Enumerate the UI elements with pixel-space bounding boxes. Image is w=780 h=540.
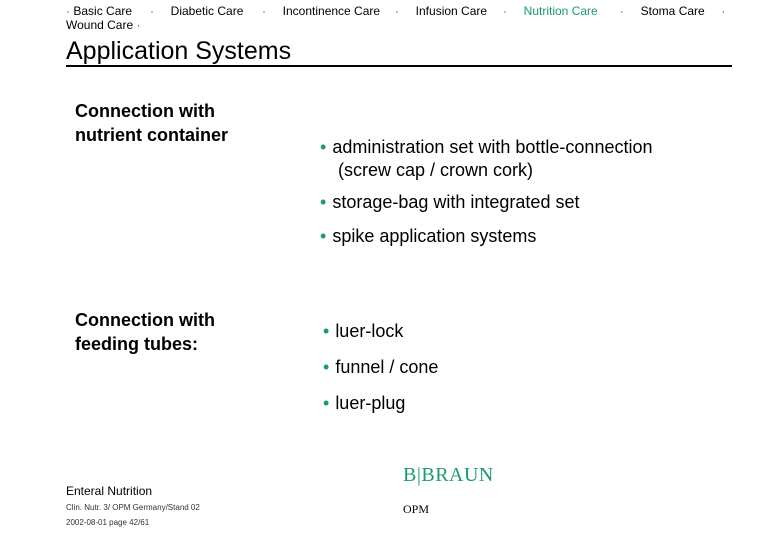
bullet-item xyxy=(320,136,652,182)
slide-title: Application Systems xyxy=(66,37,292,65)
footer-date-page: 2002-08-01 page 42/61 xyxy=(66,518,150,527)
nav-item-stoma-care[interactable] xyxy=(620,4,725,18)
footer-doc-ref: Clin. Nutr. 3/ OPM Germany/Stand 02 xyxy=(66,503,200,512)
bullet-text: funnel / cone xyxy=(335,357,439,377)
bullet-item xyxy=(320,191,579,214)
bullet-text: spike application systems xyxy=(332,226,537,246)
bullet-item xyxy=(323,392,405,415)
nav-item-basic-care[interactable] xyxy=(66,4,132,18)
bullet-glyph: • xyxy=(323,393,330,413)
section-label-line: nutrient container xyxy=(75,125,229,145)
bullet-glyph: • xyxy=(323,321,330,341)
nav-separator: · xyxy=(503,4,507,18)
bullet-text: storage-bag with integrated set xyxy=(332,192,580,212)
nav-item-diabetic-care[interactable] xyxy=(150,4,243,18)
nav-separator: · xyxy=(721,4,726,18)
nav-item-infusion-care[interactable] xyxy=(395,4,487,18)
footer-subtitle: Enteral Nutrition xyxy=(66,484,153,498)
nav-separator: · xyxy=(136,18,141,32)
nav-label: Infusion Care xyxy=(415,4,488,18)
bullet-item xyxy=(320,225,536,248)
nav-separator: · xyxy=(395,4,399,18)
section-label-feeding-tubes xyxy=(75,308,215,356)
nav-separator: · xyxy=(620,4,624,18)
nav-separator: · xyxy=(262,4,266,18)
nav-label: Wound Care xyxy=(66,18,134,32)
bullet-item xyxy=(323,320,403,343)
bullet-text: luer-lock xyxy=(335,321,404,341)
nav-item-nutrition-care[interactable] xyxy=(503,4,598,18)
logo-bar: | xyxy=(416,464,422,486)
footer-opm: OPM xyxy=(403,502,430,516)
nav-label-active: Nutrition Care xyxy=(523,4,598,18)
bullet-glyph: • xyxy=(320,226,327,246)
section-label-nutrient-container xyxy=(75,99,228,147)
bullet-text: luer-plug xyxy=(335,393,406,413)
bullet-glyph: • xyxy=(323,357,330,377)
nav-item-wound-care[interactable] xyxy=(66,18,141,32)
nav-separator: · xyxy=(66,4,70,18)
nav-label: Diabetic Care xyxy=(170,4,244,18)
section-label-line: feeding tubes: xyxy=(75,334,199,354)
bullet-glyph: • xyxy=(320,137,327,157)
logo-text: B xyxy=(403,464,417,486)
bullet-text-continuation: (screw cap / crown cork) xyxy=(338,160,534,180)
section-label-line: Connection with xyxy=(75,101,215,121)
title-underline xyxy=(66,65,732,67)
section-label-line: Connection with xyxy=(75,310,215,330)
nav-label: Incontinence Care xyxy=(282,4,381,18)
bullet-text: administration set with bottle-connection xyxy=(332,137,653,157)
bullet-item xyxy=(323,356,438,379)
nav-separator: · xyxy=(150,4,154,18)
logo-text: BRAUN xyxy=(421,464,494,486)
bbraun-logo xyxy=(403,464,494,487)
bullet-glyph: • xyxy=(320,192,327,212)
nav-item-incontinence-care[interactable] xyxy=(262,4,380,18)
nav-label: Stoma Care xyxy=(640,4,705,18)
nav-label: Basic Care xyxy=(73,4,133,18)
